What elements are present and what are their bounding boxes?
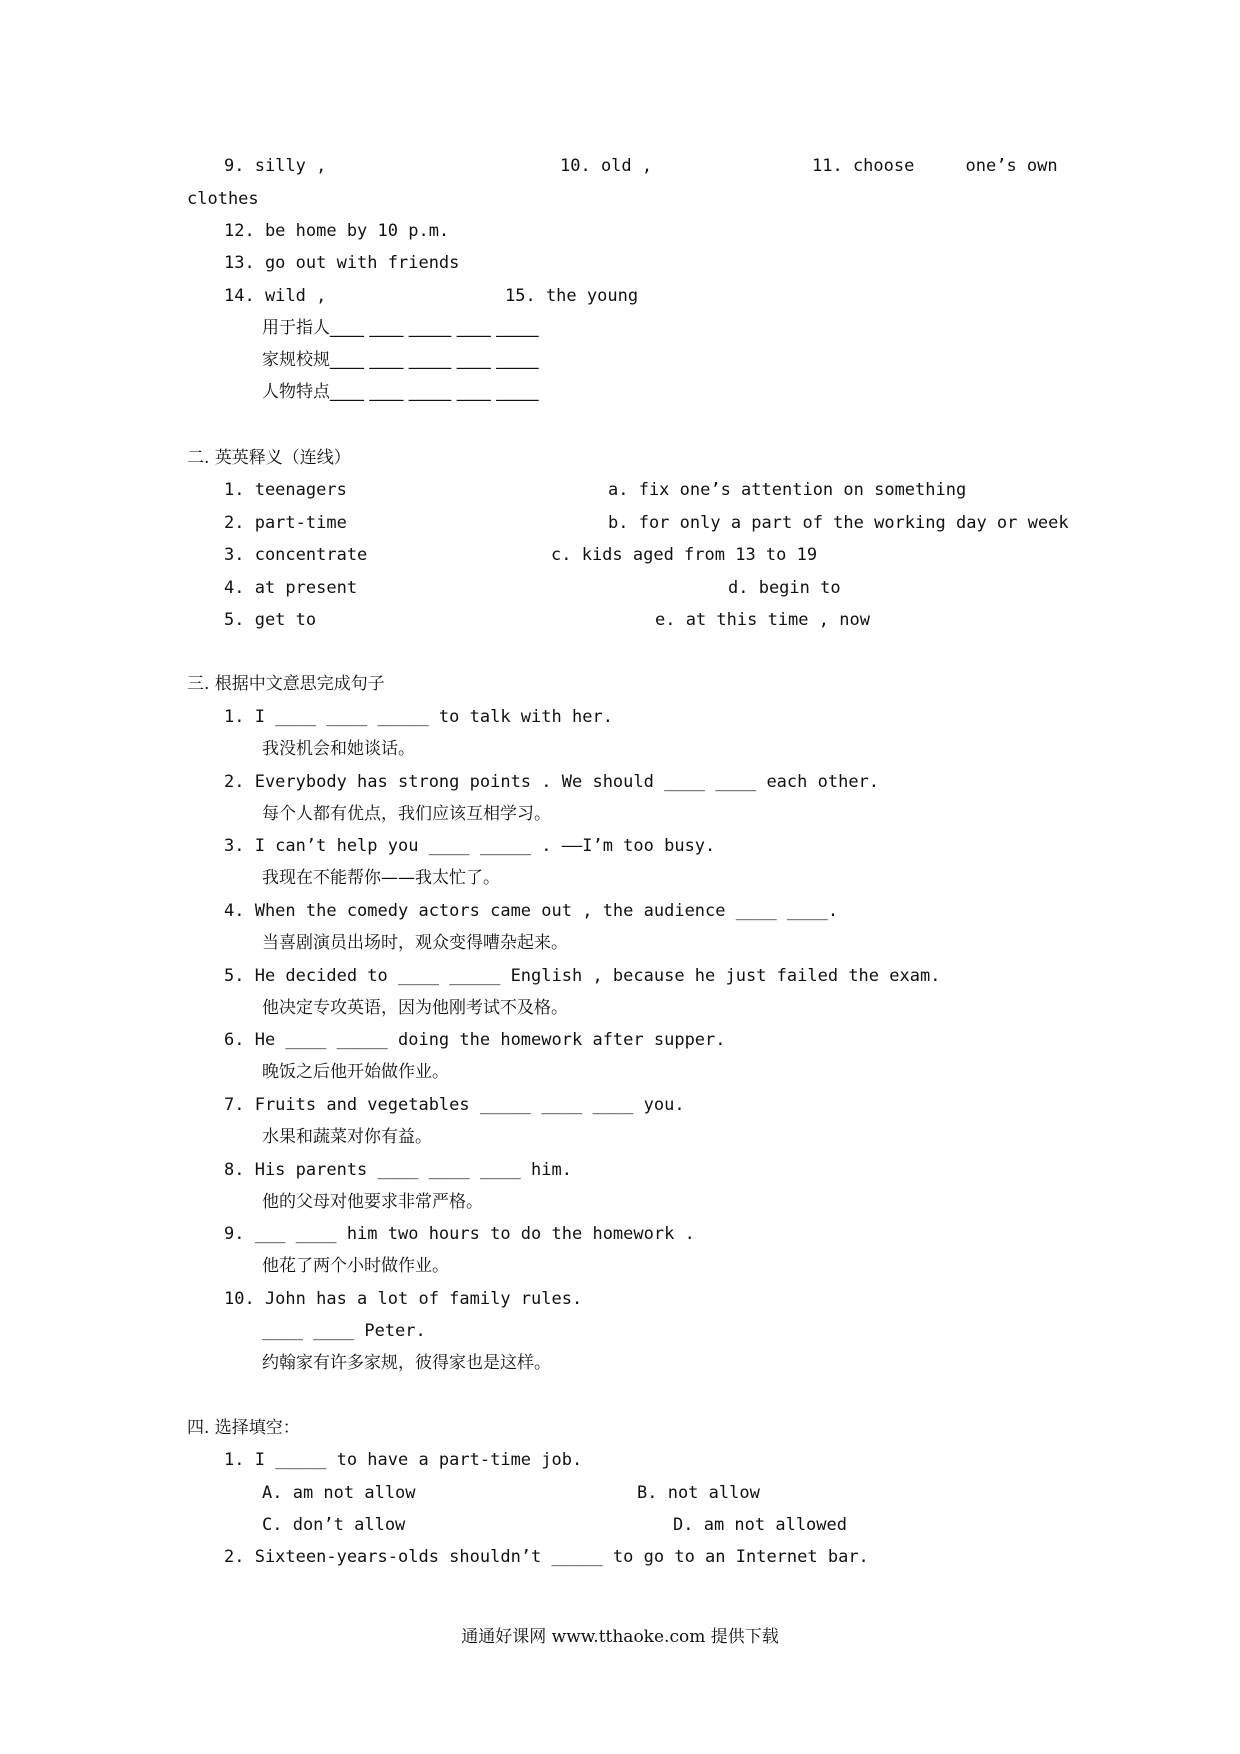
- match-left-4: 4. at present: [224, 578, 358, 598]
- sentence-7: 7. Fruits and vegetables _____ ____ ____ you.: [224, 1095, 685, 1115]
- match-right-e: e. at this time , now: [655, 610, 870, 630]
- option-d: D. am not allowed: [673, 1515, 847, 1535]
- sentence-10-cn: 约翰家有许多家规，彼得家也是这样。: [262, 1353, 551, 1373]
- item-11: 11. choose one’s own: [812, 156, 1058, 176]
- item-9: 9. silly ,: [224, 156, 327, 176]
- match-right-d: d. begin to: [728, 578, 841, 598]
- match-right-b: b. for only a part of the working day or week: [608, 513, 1069, 533]
- match-right-c: c. kids aged from 13 to 19: [551, 545, 818, 565]
- sentence-8-cn: 他的父母对他要求非常严格。: [262, 1192, 483, 1212]
- choice-question-2: 2. Sixteen-years-olds shouldn’t _____ to go to an Internet bar.: [224, 1547, 869, 1567]
- sentence-1: 1. I ____ ____ _____ to talk with her.: [224, 707, 613, 727]
- item-15: 15. the young: [505, 286, 639, 306]
- category-traits: 人物特点____ ____ _____ ____ _____: [262, 382, 539, 402]
- option-c: C. don’t allow: [262, 1515, 406, 1535]
- sentence-9-cn: 他花了两个小时做作业。: [262, 1256, 449, 1276]
- item-11-cont: clothes: [187, 189, 259, 209]
- match-left-2: 2. part-time: [224, 513, 347, 533]
- category-people: 用于指人____ ____ _____ ____ _____: [262, 318, 539, 338]
- section-4-title: 四. 选择填空：: [187, 1418, 300, 1438]
- section-2-title: 二. 英英释义（连线）: [187, 448, 351, 468]
- sentence-4: 4. When the comedy actors came out , the audience ____ ____.: [224, 901, 839, 921]
- sentence-4-cn: 当喜剧演员出场时，观众变得嘈杂起来。: [262, 933, 568, 953]
- category-rules: 家规校规____ ____ _____ ____ _____: [262, 350, 539, 370]
- sentence-3: 3. I can’t help you ____ _____ . ——I’m too busy.: [224, 836, 716, 856]
- item-13: 13. go out with friends: [224, 253, 460, 273]
- sentence-9: 9. ___ ____ him two hours to do the homework .: [224, 1224, 695, 1244]
- sentence-2-cn: 每个人都有优点，我们应该互相学习。: [262, 804, 551, 824]
- match-left-3: 3. concentrate: [224, 545, 368, 565]
- option-b: B. not allow: [637, 1483, 760, 1503]
- page-footer: 通通好课网 www.tthaoke.com 提供下载: [461, 1627, 779, 1647]
- item-10: 10. old ,: [560, 156, 653, 176]
- item-14: 14. wild ,: [224, 286, 327, 306]
- match-right-a: a. fix one’s attention on something: [608, 480, 967, 500]
- sentence-1-cn: 我没机会和她谈话。: [262, 739, 415, 759]
- match-left-5: 5. get to: [224, 610, 317, 630]
- sentence-10: 10. John has a lot of family rules.: [224, 1289, 583, 1309]
- sentence-6: 6. He ____ _____ doing the homework after supper.: [224, 1030, 726, 1050]
- sentence-5-cn: 他决定专攻英语，因为他刚考试不及格。: [262, 998, 568, 1018]
- item-12: 12. be home by 10 p.m.: [224, 221, 450, 241]
- sentence-7-cn: 水果和蔬菜对你有益。: [262, 1127, 432, 1147]
- sentence-2: 2. Everybody has strong points . We should ____ ____ each other.: [224, 772, 880, 792]
- sentence-6-cn: 晚饭之后他开始做作业。: [262, 1062, 449, 1082]
- choice-question-1: 1. I _____ to have a part-time job.: [224, 1450, 583, 1470]
- sentence-3-cn: 我现在不能帮你——我太忙了。: [262, 868, 500, 888]
- option-a: A. am not allow: [262, 1483, 416, 1503]
- sentence-5: 5. He decided to ____ _____ English , because he just failed the exam.: [224, 966, 941, 986]
- sentence-10-blank: ____ ____ Peter.: [262, 1321, 426, 1341]
- sentence-8: 8. His parents ____ ____ ____ him.: [224, 1160, 572, 1180]
- match-left-1: 1. teenagers: [224, 480, 347, 500]
- section-3-title: 三. 根据中文意思完成句子: [187, 674, 385, 694]
